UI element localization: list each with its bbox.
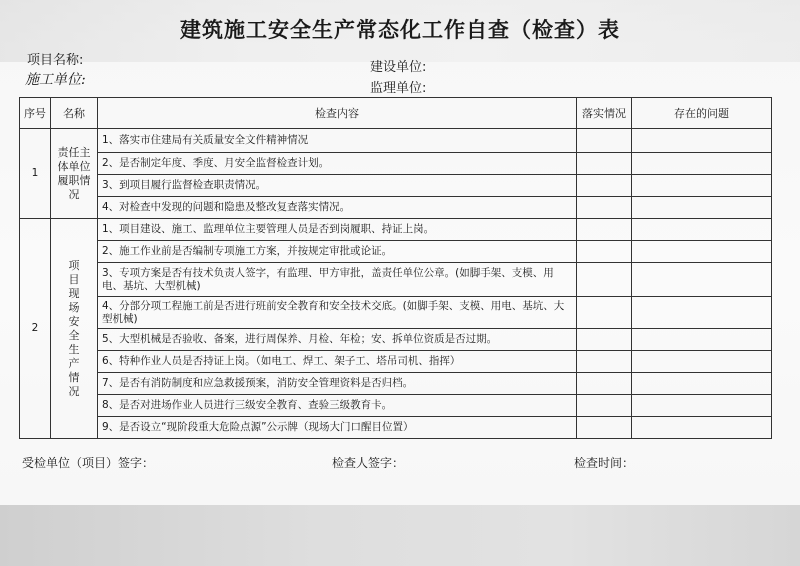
check-item: 8、是否对进场作业人员进行三级安全教育、查验三级教育卡。 (98, 395, 577, 417)
problem-cell[interactable] (632, 395, 772, 417)
check-item: 6、特种作业人员是否持证上岗。（如电工、焊工、架子工、塔吊司机、指挥） (98, 351, 577, 373)
header-status: 落实情况 (577, 98, 632, 129)
table-row (20, 329, 772, 351)
status-cell[interactable] (577, 219, 632, 241)
problem-cell[interactable] (632, 297, 772, 329)
inspection-time-label: 检查时间： (574, 456, 635, 470)
status-cell[interactable] (577, 329, 632, 351)
problem-cell[interactable] (632, 241, 772, 263)
check-item: 4、分部分项工程施工前是否进行班前安全教育和安全技术交底。(如脚手架、支模、用电、基坑、大型机械) (98, 297, 577, 329)
status-cell[interactable] (577, 241, 632, 263)
table-row (20, 351, 772, 373)
problem-cell[interactable] (632, 373, 772, 395)
group-name (51, 219, 98, 439)
problem-cell[interactable] (632, 219, 772, 241)
status-cell[interactable] (577, 417, 632, 439)
inspector-signature-label: 检查人签字： (332, 456, 405, 470)
status-cell[interactable] (577, 175, 632, 197)
check-item: 5、大型机械是否验收、备案，进行周保养、月检、年检；安、拆单位资质是否过期。 (98, 329, 577, 351)
header-seq: 序号 (20, 98, 51, 129)
check-item: 7、是否有消防制度和应急救援预案，消防安全管理资料是否归档。 (98, 373, 577, 395)
status-cell[interactable] (577, 197, 632, 219)
status-cell[interactable] (577, 395, 632, 417)
problem-cell[interactable] (632, 263, 772, 297)
table-row (20, 175, 772, 197)
table-row (20, 417, 772, 439)
problem-cell[interactable] (632, 329, 772, 351)
table-row (20, 129, 772, 153)
check-item: 1、落实市住建局有关质量安全文件精神情况 (98, 129, 577, 153)
form-title: 建筑施工安全生产常态化工作自查（检查）表 (180, 18, 620, 42)
problem-cell[interactable] (632, 351, 772, 373)
group-name-line: 项目现场安全生产情况 (68, 258, 80, 398)
header-problems: 存在的问题 (632, 98, 772, 129)
table-row (20, 219, 772, 241)
group-seq: 1 (20, 129, 51, 219)
group-name-line: 体单位 (57, 159, 91, 173)
inspection-table (19, 97, 772, 439)
builder-unit-label: 施工单位: (25, 72, 86, 88)
construction-unit-label: 建设单位: (370, 60, 427, 75)
problem-cell[interactable] (632, 129, 772, 153)
check-item: 3、专项方案是否有技术负责人签字，有监理、甲方审批，盖责任单位公章。(如脚手架、支模、用电、基坑、大型机械) (98, 263, 577, 297)
header-content: 检查内容 (98, 98, 577, 129)
check-item: 2、是否制定年度、季度、月安全监督检查计划。 (98, 153, 577, 175)
problem-cell[interactable] (632, 153, 772, 175)
table-row (20, 263, 772, 297)
group-name-line: 履职情 (57, 173, 91, 187)
table-row (20, 153, 772, 175)
group-seq: 2 (20, 219, 51, 439)
status-cell[interactable] (577, 351, 632, 373)
table-row (20, 241, 772, 263)
status-cell[interactable] (577, 153, 632, 175)
table-row (20, 373, 772, 395)
check-item: 9、是否设立“现阶段重大危险点源”公示牌（现场大门口醒目位置） (98, 417, 577, 439)
table-row (20, 395, 772, 417)
group-name (51, 129, 98, 219)
problem-cell[interactable] (632, 175, 772, 197)
header-name: 名称 (51, 98, 98, 129)
project-name-label: 项目名称: (27, 53, 84, 68)
scan-shadow-bottom (0, 505, 800, 566)
check-item: 3、到项目履行监督检查职责情况。 (98, 175, 577, 197)
group-name-line: 责任主 (57, 145, 91, 159)
status-cell[interactable] (577, 373, 632, 395)
group-name-line: 况 (68, 187, 80, 201)
table-row (20, 297, 772, 329)
check-item: 1、项目建设、施工、监理单位主要管理人员是否到岗履职、持证上岗。 (98, 219, 577, 241)
check-item: 2、施工作业前是否编制专项施工方案，并按规定审批或论证。 (98, 241, 577, 263)
status-cell[interactable] (577, 297, 632, 329)
inspected-unit-signature-label: 受检单位（项目）签字： (22, 456, 155, 470)
problem-cell[interactable] (632, 197, 772, 219)
table-row (20, 197, 772, 219)
supervision-unit-label: 监理单位: (370, 81, 427, 96)
status-cell[interactable] (577, 263, 632, 297)
check-item: 4、对检查中发现的问题和隐患及整改复查落实情况。 (98, 197, 577, 219)
problem-cell[interactable] (632, 417, 772, 439)
table-header-row (20, 98, 772, 129)
status-cell[interactable] (577, 129, 632, 153)
